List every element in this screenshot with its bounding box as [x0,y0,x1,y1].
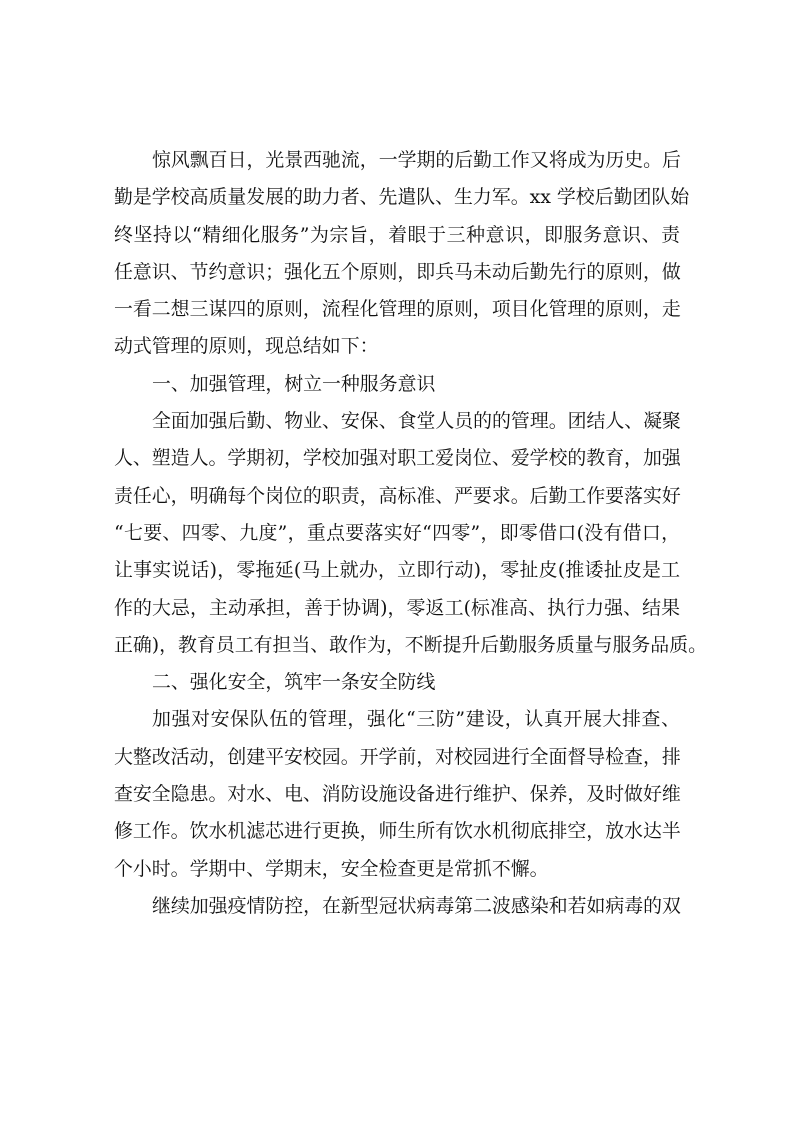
heading-line: 一、加强管理，树立一种服务意识 [152,372,436,395]
text-line: 终坚持以“精细化服务”为宗旨，着眼于三种意识，即服务意识、责 [114,223,680,246]
text-line: 勤是学校高质量发展的助力者、先遣队、生力军。xx 学校后勤团队始 [114,186,690,209]
text-line: 查安全隐患。对水、电、消防设施设备进行维护、保养，及时做好维 [114,783,681,806]
paragraph-management [114,403,707,664]
text-line: “七要、四零、九度”，重点要落实好“四零”，即零借口(没有借口， [114,521,680,544]
text-line: 个小时。学期中、学期末，安全检查更是常抓不懈。 [114,857,549,880]
text-line: 全面加强后勤、物业、安保、食堂人员的的管理。团结人、凝聚 [152,410,681,433]
heading-line: 二、强化安全，筑牢一条安全防线 [152,671,436,694]
text-line: 任意识、节约意识；强化五个原则，即兵马未动后勤先行的原则，做 [114,260,681,283]
text-line: 大整改活动，创建平安校园。开学前，对校园进行全面督导检查，排 [114,745,681,768]
text-line: 责任心，明确每个岗位的职责，高标准、严要求。后勤工作要落实好 [114,484,681,507]
text-line: 正确)，教育员工有担当、敢作为，不断提升后勤服务质量与服务品质。 [114,633,707,656]
text-line: 修工作。饮水机滤芯进行更换，师生所有饮水机彻底排空，放水达半 [114,820,681,843]
text-line: 继续加强疫情防控，在新型冠状病毒第二波感染和若如病毒的双 [152,894,681,917]
text-line: 让事实说话)，零拖延(马上就办，立即行动)，零扯皮(推诿扯皮是工 [114,559,680,582]
text-line: 一看二想三谋四的原则，流程化管理的原则，项目化管理的原则，走 [114,298,681,321]
text-line: 惊风飘百日，光景西驰流，一学期的后勤工作又将成为历史。后 [152,149,681,171]
text-line: 作的大忌，主动承担，善于协调)，零返工(标准高、执行力强、结果 [114,596,680,619]
text-line: 人、塑造人。学期初，学校加强对职工爱岗位、爱学校的教育，加强 [114,447,681,470]
document-page [114,142,707,925]
section-heading-2 [114,664,680,701]
text-line: 动式管理的原则，现总结如下： [114,335,379,358]
text-line: 加强对安保队伍的管理，强化“三防”建设，认真开展大排查、 [152,708,680,731]
paragraph-epidemic [114,888,680,925]
paragraph-safety [114,701,680,887]
section-heading-1 [114,366,680,403]
paragraph-intro [114,142,690,366]
